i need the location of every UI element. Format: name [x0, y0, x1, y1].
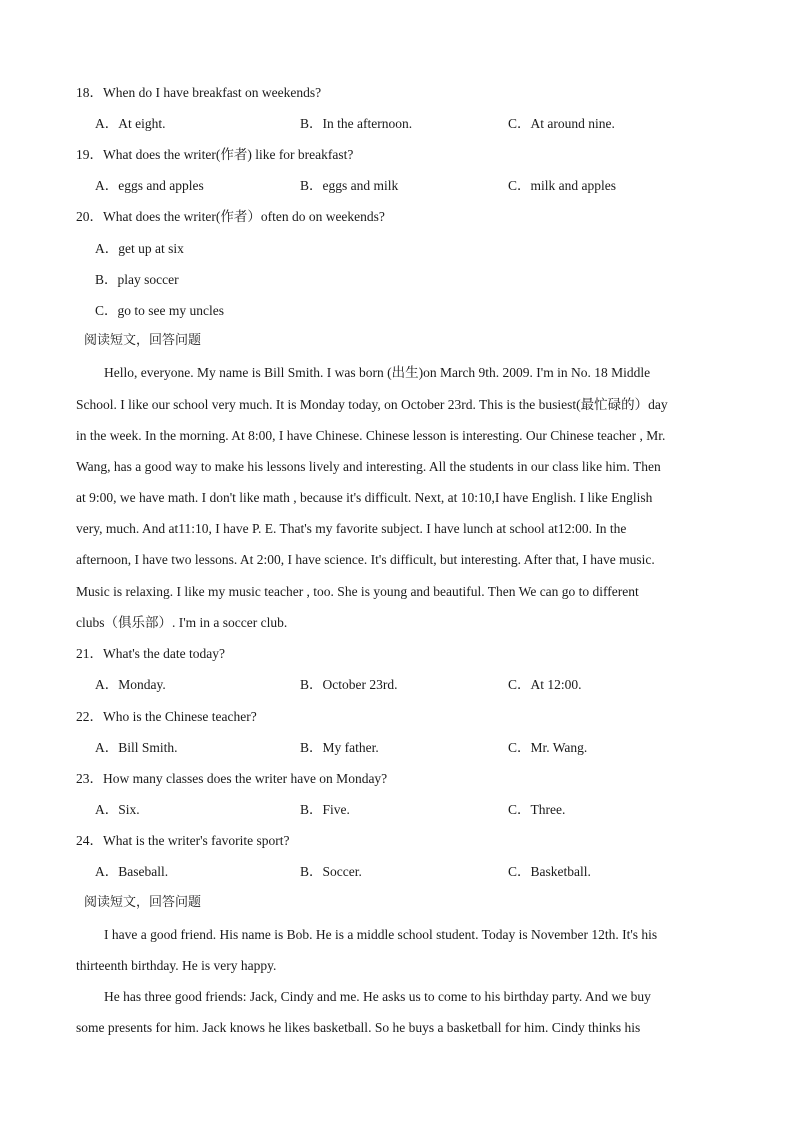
question-18 — [76, 85, 321, 101]
question-text: What does the writer(作者) like for breakfast? — [103, 147, 354, 162]
option-label: C． — [508, 740, 531, 755]
option-text: In the afternoon. — [322, 116, 413, 131]
passage-line: School. I like our school very much. It is Monday today, on October 23rd. This is the busiest(最忙碌的）day — [76, 397, 668, 412]
question-19 — [76, 147, 353, 163]
option-label: B． — [300, 677, 323, 692]
option-22-a[interactable] — [95, 740, 178, 756]
question-text: What's the date today? — [103, 646, 226, 661]
question-text: Who is the Chinese teacher? — [103, 709, 257, 724]
section-heading: 阅读短文，回答问题 — [84, 895, 202, 910]
option-label: A． — [95, 740, 119, 755]
passage-line: thirteenth birthday. He is very happy. — [76, 958, 277, 973]
option-23-b[interactable] — [300, 802, 350, 818]
option-text: At around nine. — [530, 116, 615, 131]
passage-line: at 9:00, we have math. I don't like math , because it's difficult. Next, at 10:10,I have English. I like English — [76, 490, 653, 505]
question-number: 23． — [76, 771, 103, 786]
option-label: A． — [95, 116, 119, 131]
option-text: At eight. — [118, 116, 166, 131]
passage-line: very, much. And at11:10, I have P. E. That's my favorite subject. I have lunch at school at12:00. In the — [76, 521, 627, 536]
option-text: get up at six — [118, 241, 184, 256]
option-23-c[interactable] — [508, 802, 565, 818]
option-label: B． — [300, 864, 323, 879]
option-21-a[interactable] — [95, 677, 166, 693]
option-24-a[interactable] — [95, 864, 168, 880]
option-18-c[interactable] — [508, 116, 615, 132]
question-text: How many classes does the writer have on Monday? — [103, 771, 388, 786]
question-21 — [76, 646, 225, 662]
option-text: eggs and apples — [118, 178, 204, 193]
option-text: Three. — [530, 802, 566, 817]
question-22 — [76, 709, 257, 725]
option-text: go to see my uncles — [117, 303, 224, 318]
passage-line: He has three good friends: Jack, Cindy and me. He asks us to come to his birthday party. And we buy — [104, 989, 651, 1004]
option-text: At 12:00. — [530, 677, 582, 692]
option-label: C． — [508, 116, 531, 131]
option-19-c[interactable] — [508, 178, 616, 194]
passage-line: Hello, everyone. My name is Bill Smith. I was born (出生)on March 9th. 2009. I'm in No. 18 Middle — [104, 365, 651, 380]
question-number: 18． — [76, 85, 103, 100]
option-text: eggs and milk — [322, 178, 399, 193]
option-text: Baseball. — [118, 864, 169, 879]
option-label: B． — [300, 116, 323, 131]
question-number: 19． — [76, 147, 103, 162]
option-label: B． — [300, 740, 323, 755]
option-label: A． — [95, 677, 119, 692]
option-label: C． — [508, 178, 531, 193]
option-label: C． — [95, 303, 118, 318]
passage-line: I have a good friend. His name is Bob. He is a middle school student. Today is November 12th. It's his — [104, 927, 658, 942]
option-23-a[interactable] — [95, 802, 140, 818]
passage-line: clubs（俱乐部）. I'm in a soccer club. — [76, 615, 288, 630]
question-23 — [76, 771, 387, 787]
option-label: B． — [95, 272, 118, 287]
option-text: Five. — [322, 802, 350, 817]
option-24-b[interactable] — [300, 864, 362, 880]
option-22-b[interactable] — [300, 740, 379, 756]
option-22-c[interactable] — [508, 740, 587, 756]
option-19-b[interactable] — [300, 178, 398, 194]
option-label: A． — [95, 864, 119, 879]
question-text: What is the writer's favorite sport? — [103, 833, 290, 848]
option-text: October 23rd. — [322, 677, 398, 692]
passage-line: Wang, has a good way to make his lessons lively and interesting. All the students in our class like him. Then — [76, 459, 661, 474]
question-number: 21． — [76, 646, 103, 661]
option-18-a[interactable] — [95, 116, 166, 132]
option-text: milk and apples — [530, 178, 616, 193]
option-20-c[interactable] — [95, 303, 224, 319]
question-number: 22． — [76, 709, 103, 724]
option-20-b[interactable] — [95, 272, 179, 288]
option-label: B． — [300, 178, 323, 193]
option-21-b[interactable] — [300, 677, 398, 693]
question-number: 24． — [76, 833, 103, 848]
option-text: Monday. — [118, 677, 166, 692]
option-label: A． — [95, 241, 119, 256]
passage-line: some presents for him. Jack knows he likes basketball. So he buys a basketball for him. Cindy thinks his — [76, 1020, 641, 1035]
option-text: Soccer. — [322, 864, 362, 879]
question-number: 20． — [76, 209, 103, 224]
option-18-b[interactable] — [300, 116, 412, 132]
option-text: Basketball. — [530, 864, 591, 879]
passage-line: Music is relaxing. I like my music teacher , too. She is young and beautiful. Then We can go to different — [76, 584, 639, 599]
option-21-c[interactable] — [508, 677, 582, 693]
option-label: A． — [95, 802, 119, 817]
option-text: play soccer — [117, 272, 179, 287]
option-text: Six. — [118, 802, 140, 817]
option-label: C． — [508, 677, 531, 692]
question-20 — [76, 209, 385, 225]
option-label: A． — [95, 178, 119, 193]
question-text: What does the writer(作者）often do on weekends? — [103, 209, 385, 224]
option-19-a[interactable] — [95, 178, 204, 194]
section-heading: 阅读短文，回答问题 — [84, 333, 202, 348]
passage-line: in the week. In the morning. At 8:00, I have Chinese. Chinese lesson is interesting. Our Chinese teacher , Mr. — [76, 428, 666, 443]
question-24 — [76, 833, 290, 849]
option-label: C． — [508, 864, 531, 879]
option-text: Mr. Wang. — [530, 740, 588, 755]
option-20-a[interactable] — [95, 241, 184, 257]
option-label: B． — [300, 802, 323, 817]
passage-line: afternoon, I have two lessons. At 2:00, I have science. It's difficult, but interesting. After that, I have music. — [76, 552, 655, 567]
option-label: C． — [508, 802, 531, 817]
question-text: When do I have breakfast on weekends? — [103, 85, 322, 100]
option-text: Bill Smith. — [118, 740, 178, 755]
option-24-c[interactable] — [508, 864, 591, 880]
option-text: My father. — [322, 740, 379, 755]
